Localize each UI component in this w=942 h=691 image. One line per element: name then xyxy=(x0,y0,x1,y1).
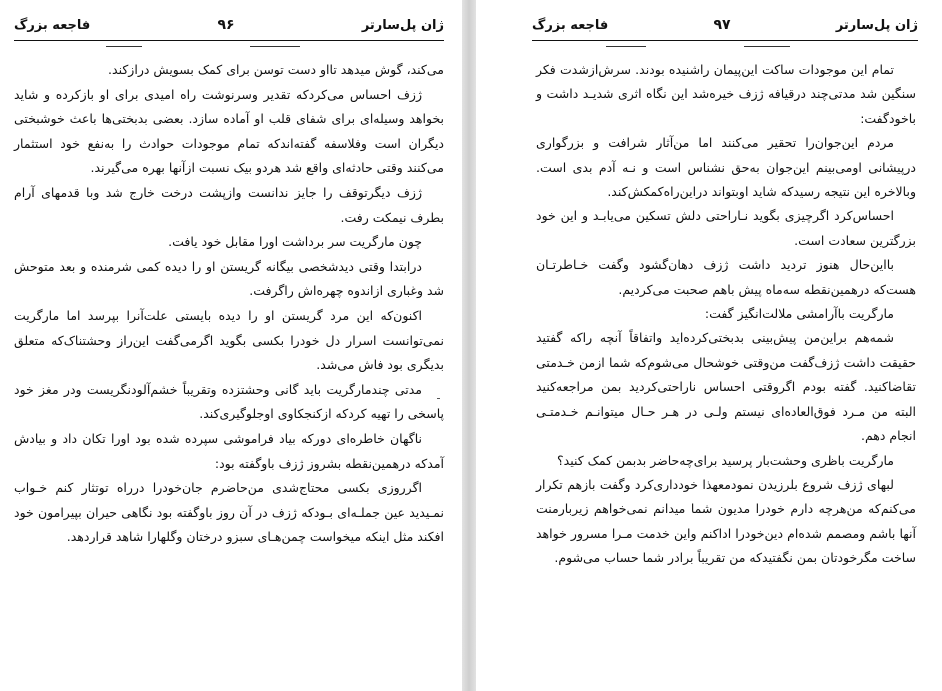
paragraph: ژزف دیگرتوقف را جایز ندانست وازپشت درخت خارج شد وبا قدمهای آرام بطرف نیمکت رفت. xyxy=(14,184,444,225)
header-rule xyxy=(106,46,142,47)
paragraph: می‌کند، گوش میدهد تااو دست توسن برای کمک بسویش درازکند. xyxy=(108,62,444,77)
right-page xyxy=(476,0,942,691)
left-header-page-number: ۹۶ xyxy=(217,17,235,33)
right-header-page-number: ۹۷ xyxy=(713,17,731,33)
paragraph: مارگریت باآرامشی ملالت‌انگیز گفت: xyxy=(704,306,894,322)
left-page xyxy=(0,0,462,691)
paragraph: درابتدا وقتی دیدشخصی بیگانه گریستن او را دیده کمی شرمنده و بعد متوحش شد وغباری ازاندوه چهره‌اش راگرفت. xyxy=(14,258,444,299)
left-page-header xyxy=(14,10,444,41)
paragraph: مدتی چندمارگریت باید گانی وحشتزده وتقریباً خشم‌آلودنگریست ودر مغز خود پاسخی را تهیه کردکه ازکنجکاوی اوجلوگیری‌کند. xyxy=(14,381,444,422)
header-rule xyxy=(744,46,790,47)
left-header-title: فاجعه بزرگ xyxy=(14,17,91,33)
paragraph: تمام این موجودات ساکت این‌پیمان راشنیده بودند. سرش‌ازشدت فکر سنگین شد مدتی‌چند درقیافه ژزف خیره‌شد این نگاه اثری شدیـد داشت و باخودگفت: xyxy=(536,62,916,126)
book-gutter xyxy=(462,0,476,691)
paragraph: بااین‌حال هنوز تردید داشت ژزف دهان‌گشود وگفت خـاطرتـان هست‌که درهمین‌نقطه سه‌ماه پیش باهم صحبت می‌کردیم. xyxy=(536,257,916,297)
paragraph: مردم این‌جوان‌را تحقیر می‌کنند اما من‌آثار شرافت و بزرگواری درپیشانی اومی‌بینم این‌جوان‌ به‌حق نشناس است و نـه آدم بدی است. وبالاخره این نتیجه رسیدکه شاید اوبتواند دراین‌راه‌کمکش‌کند. xyxy=(536,135,916,200)
header-rule xyxy=(250,46,300,47)
paragraph: شمه‌هم براین‌من پیش‌بینی بدبختی‌کرده‌اید واتفاقاً آنچه راکه گفتید حقیقت داشت ژزف‌گفت من‌وقتی خوشحال می‌شوم‌که شما ازمن خـدمتی تقاضاکنید. گفته بودم اگروقتی احساس ناراحتی‌کردید بمن مراجعه‌کنید البته من مـرد فوق‌العاده‌ای نیستم ولـی در هـر حـال میتوانـم خـدمتـی انجام دهم. xyxy=(536,330,916,444)
paragraph: چون مارگریت سر برداشت اورا مقابل خود یافت. xyxy=(168,234,422,250)
paragraph: ناگهان خاطره‌ای دورکه بیاد فراموشی سپرده شده بود اورا تکان داد و بیادش آمدکه درهمین‌نقطه بشروز ژزف باوگفته بود: xyxy=(14,430,444,471)
left-page-body xyxy=(14,58,444,550)
right-page-header xyxy=(532,10,918,41)
paragraph: مارگریت باظری وحشت‌بار پرسید برای‌چه‌حاضر بدبمن کمک کنید؟ xyxy=(557,452,894,468)
paragraph: اکنون‌که این مرد گریستن او را دیده بایستی علت‌آنرا بپرسد اما مارگریت نمی‌توانست اسرار دل خودرا بکسی بگوید اگرمی‌گفت این‌راز وحشتناک‌که متعلق بدیگری بود فاش می‌شد. xyxy=(14,307,444,373)
left-header-author: ژان پل‌سارتر xyxy=(361,17,444,33)
header-rule xyxy=(606,46,646,47)
right-header-title: فاجعه بزرگ xyxy=(532,17,609,33)
right-page-body xyxy=(536,58,916,571)
paragraph: ژزف احساس می‌کردکه تقدیر وسرنوشت راه امیدی برای او بازکرده و شاید بخواهد وسیله‌ای برای شفای قلب او آماده سازد. بعضی بدبختی‌ها باعث خوشبختی دیگران است وفلاسفه گفته‌اندکه تمام موجودات حوادث را به‌نفع خود استثمار می‌کنند وقتی حادثه‌ای واقع شد هردو بیک نسبت ازآنها بهره می‌گیرند. xyxy=(14,86,444,176)
right-header-author: ژان پل‌سارتر xyxy=(835,17,918,33)
page-marker xyxy=(437,398,440,399)
paragraph: احساس‌کرد اگرچیزی بگوید نـاراحتی دلش تسکین می‌یابـد و این خود بزرگترین سعادت است. xyxy=(536,208,916,248)
paragraph: اگرروزی بکسی محتاج‌شدی من‌حاضرم جان‌خودرا درراه توتثار کنم خـواب نمـیدید عین جملـه‌ای بـودکه ژزف در آن روز باوگفته بود نگاهی حیران بپیرامون خود افکند مثل اینکه میخواست چمن‌هـای سبزو درختان وگلهارا شاهد قراردهد. xyxy=(14,480,444,545)
paragraph: لبهای ژزف شروع بلرزیدن نمودمعهذا خودداری‌کرد وگفت بازهم تکرار می‌کنم‌که من‌هرچه دارم خودرا مدیون شما میدانم نمی‌خواهم زیربارمنت آنها باشم ومصمم شده‌ام دین‌خودرا اداکنم واین خدمت مـرا مسرور خواهد ساخت مگرخودتان بمن نگفتیدکه من تقریباً برادر شما حساب می‌شوم. xyxy=(536,476,916,566)
